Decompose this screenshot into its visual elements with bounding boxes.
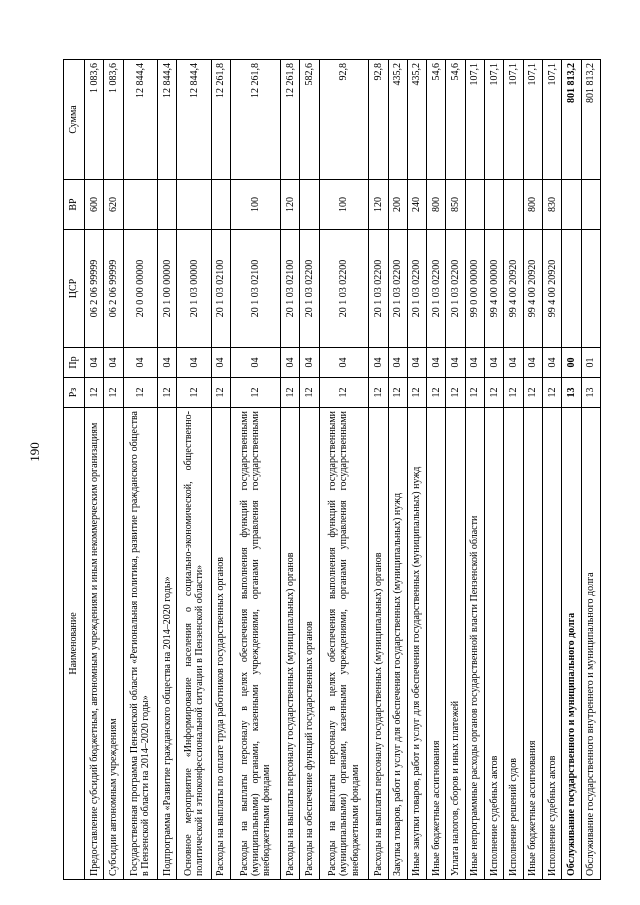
cell-rz: 12 xyxy=(485,378,504,408)
cell-vr xyxy=(465,180,484,230)
cell-vr xyxy=(504,180,523,230)
table-row xyxy=(85,60,104,880)
cell-csr: 20 1 03 02200 xyxy=(300,230,319,348)
cell-vr xyxy=(211,180,230,230)
cell-rz: 12 xyxy=(427,378,446,408)
cell-vr: 100 xyxy=(231,180,281,230)
header-csr: ЦСР xyxy=(64,230,85,348)
cell-vr: 200 xyxy=(388,180,407,230)
cell-vr: 120 xyxy=(280,180,299,230)
cell-sum: 801 813,2 xyxy=(562,60,581,180)
cell-sum: 12 844,4 xyxy=(123,60,158,180)
cell-csr: 20 1 03 00000 xyxy=(177,230,212,348)
cell-rz: 12 xyxy=(407,378,426,408)
table-header-row xyxy=(64,60,85,880)
cell-sum: 107,1 xyxy=(504,60,523,180)
table-row xyxy=(280,60,299,880)
cell-sum: 435,2 xyxy=(388,60,407,180)
cell-sum: 92,8 xyxy=(369,60,388,180)
table-row xyxy=(427,60,446,880)
cell-pr: 04 xyxy=(523,348,542,378)
table-row xyxy=(319,60,369,880)
cell-name: Исполнение судебных актов xyxy=(542,408,561,880)
cell-pr: 00 xyxy=(562,348,581,378)
cell-csr: 20 1 03 02200 xyxy=(427,230,446,348)
cell-name: Закупка товаров, работ и услуг для обеспечения государственных (муниципальных) нужд xyxy=(388,408,407,880)
cell-sum: 12 261,8 xyxy=(211,60,230,180)
cell-vr xyxy=(562,180,581,230)
cell-vr: 100 xyxy=(319,180,369,230)
cell-pr: 04 xyxy=(158,348,177,378)
cell-name: Исполнение решений судов xyxy=(504,408,523,880)
cell-rz: 13 xyxy=(562,378,581,408)
cell-rz: 13 xyxy=(581,378,600,408)
cell-csr: 20 1 03 02100 xyxy=(231,230,281,348)
cell-name: Субсидии автономным учреждениям xyxy=(104,408,123,880)
cell-vr xyxy=(158,180,177,230)
cell-rz: 12 xyxy=(280,378,299,408)
cell-rz: 12 xyxy=(300,378,319,408)
cell-rz: 12 xyxy=(465,378,484,408)
table-row xyxy=(542,60,561,880)
cell-csr: 20 1 03 02200 xyxy=(319,230,369,348)
cell-name: Расходы на выплаты персоналу в целях обеспечения выполнения функций государственными (муниципальными) органами, казенными учреждениями, органами управления государственными внебюджетными фондами xyxy=(319,408,369,880)
cell-vr xyxy=(581,180,600,230)
cell-rz: 12 xyxy=(542,378,561,408)
table-row xyxy=(581,60,600,880)
cell-pr: 04 xyxy=(123,348,158,378)
cell-csr: 20 1 03 02200 xyxy=(388,230,407,348)
cell-csr: 99 4 00 20920 xyxy=(523,230,542,348)
cell-vr: 800 xyxy=(523,180,542,230)
cell-pr: 04 xyxy=(319,348,369,378)
cell-sum: 54,6 xyxy=(427,60,446,180)
table-row xyxy=(123,60,158,880)
cell-pr: 04 xyxy=(465,348,484,378)
table-row xyxy=(523,60,542,880)
cell-name: Расходы на обеспечение функций государственных органов xyxy=(300,408,319,880)
cell-sum: 92,8 xyxy=(319,60,369,180)
table-row xyxy=(177,60,212,880)
cell-name: Обслуживание государственного внутреннего и муниципального долга xyxy=(581,408,600,880)
table-row xyxy=(465,60,484,880)
cell-pr: 04 xyxy=(280,348,299,378)
cell-name: Расходы на выплаты по оплате труда работников государственных органов xyxy=(211,408,230,880)
cell-name: Иные бюджетные ассигнования xyxy=(523,408,542,880)
cell-csr: 99 4 00 00000 xyxy=(485,230,504,348)
cell-csr: 20 1 03 02200 xyxy=(407,230,426,348)
cell-name: Уплата налогов, сборов и иных платежей xyxy=(446,408,465,880)
cell-pr: 04 xyxy=(388,348,407,378)
cell-sum: 1 083,6 xyxy=(85,60,104,180)
table-row xyxy=(231,60,281,880)
cell-sum: 107,1 xyxy=(485,60,504,180)
cell-vr: 800 xyxy=(427,180,446,230)
table-body xyxy=(85,60,601,880)
cell-sum: 801 813,2 xyxy=(581,60,600,180)
cell-name: Подпрограмма «Развитие гражданского общества на 2014–2020 годы» xyxy=(158,408,177,880)
table-row xyxy=(388,60,407,880)
cell-name: Основное мероприятие «Информирование населения о социально-экономической, общественно-политической и этноконфессиональной ситуации в Пензенской области» xyxy=(177,408,212,880)
table-row xyxy=(407,60,426,880)
table-row xyxy=(446,60,465,880)
rotated-page-content xyxy=(63,60,601,880)
cell-pr: 04 xyxy=(485,348,504,378)
cell-sum: 1 083,6 xyxy=(104,60,123,180)
cell-name: Расходы на выплаты персоналу государственных (муниципальных) органов xyxy=(369,408,388,880)
cell-csr: 20 1 03 02100 xyxy=(280,230,299,348)
table-row xyxy=(504,60,523,880)
cell-pr: 04 xyxy=(542,348,561,378)
cell-csr: 20 1 03 02100 xyxy=(211,230,230,348)
cell-sum: 435,2 xyxy=(407,60,426,180)
header-rz: Рз xyxy=(64,378,85,408)
cell-pr: 04 xyxy=(104,348,123,378)
cell-csr: 20 1 03 02200 xyxy=(369,230,388,348)
cell-pr: 04 xyxy=(177,348,212,378)
table-row xyxy=(300,60,319,880)
cell-name: Исполнение судебных актов xyxy=(485,408,504,880)
cell-csr: 20 0 00 00000 xyxy=(123,230,158,348)
table-row xyxy=(369,60,388,880)
cell-rz: 12 xyxy=(85,378,104,408)
cell-csr: 99 0 00 00000 xyxy=(465,230,484,348)
cell-csr: 99 4 00 20920 xyxy=(542,230,561,348)
cell-pr: 04 xyxy=(427,348,446,378)
cell-pr: 04 xyxy=(211,348,230,378)
table-row xyxy=(104,60,123,880)
table-row xyxy=(562,60,581,880)
table-row xyxy=(158,60,177,880)
cell-csr: 20 1 00 00000 xyxy=(158,230,177,348)
cell-pr: 01 xyxy=(581,348,600,378)
page-number: 190 xyxy=(27,442,42,462)
cell-rz: 12 xyxy=(319,378,369,408)
cell-rz: 12 xyxy=(158,378,177,408)
cell-sum: 107,1 xyxy=(465,60,484,180)
cell-vr: 600 xyxy=(85,180,104,230)
cell-sum: 12 261,8 xyxy=(280,60,299,180)
budget-table xyxy=(63,59,601,880)
cell-rz: 12 xyxy=(523,378,542,408)
cell-name: Государственная программа Пензенской области «Региональная политика, развитие гражданского общества в Пензенской области на 2014–2020 годы» xyxy=(123,408,158,880)
cell-sum: 54,6 xyxy=(446,60,465,180)
cell-sum: 12 844,4 xyxy=(158,60,177,180)
cell-sum: 12 844,4 xyxy=(177,60,212,180)
cell-sum: 107,1 xyxy=(523,60,542,180)
cell-csr: 06 2 06 99999 xyxy=(85,230,104,348)
cell-vr: 830 xyxy=(542,180,561,230)
cell-rz: 12 xyxy=(504,378,523,408)
cell-sum: 12 261,8 xyxy=(231,60,281,180)
cell-pr: 04 xyxy=(85,348,104,378)
cell-rz: 12 xyxy=(211,378,230,408)
cell-rz: 12 xyxy=(123,378,158,408)
cell-vr xyxy=(485,180,504,230)
cell-name: Иные бюджетные ассигнования xyxy=(427,408,446,880)
cell-rz: 12 xyxy=(177,378,212,408)
header-vr: ВР xyxy=(64,180,85,230)
cell-pr: 04 xyxy=(369,348,388,378)
cell-name: Расходы на выплаты персоналу государственных (муниципальных) органов xyxy=(280,408,299,880)
cell-csr xyxy=(562,230,581,348)
header-name: Наименование xyxy=(64,408,85,880)
cell-name: Предоставление субсидий бюджетным, автономным учреждениям и иным некоммерческим организациям xyxy=(85,408,104,880)
cell-vr: 120 xyxy=(369,180,388,230)
cell-csr: 06 2 06 99999 xyxy=(104,230,123,348)
cell-vr: 240 xyxy=(407,180,426,230)
cell-pr: 04 xyxy=(446,348,465,378)
cell-name: Иные непрограммные расходы органов государственной власти Пензенской области xyxy=(465,408,484,880)
cell-vr: 620 xyxy=(104,180,123,230)
cell-pr: 04 xyxy=(231,348,281,378)
cell-vr: 850 xyxy=(446,180,465,230)
cell-name: Обслуживание государственного и муниципального долга xyxy=(562,408,581,880)
cell-vr xyxy=(123,180,158,230)
cell-pr: 04 xyxy=(504,348,523,378)
cell-rz: 12 xyxy=(388,378,407,408)
cell-pr: 04 xyxy=(407,348,426,378)
cell-rz: 12 xyxy=(446,378,465,408)
cell-rz: 12 xyxy=(104,378,123,408)
table-row xyxy=(485,60,504,880)
cell-vr xyxy=(177,180,212,230)
cell-vr xyxy=(300,180,319,230)
cell-sum: 582,6 xyxy=(300,60,319,180)
table-row xyxy=(211,60,230,880)
cell-sum: 107,1 xyxy=(542,60,561,180)
cell-csr: 20 1 03 02200 xyxy=(446,230,465,348)
cell-rz: 12 xyxy=(369,378,388,408)
cell-name: Расходы на выплаты персоналу в целях обеспечения выполнения функций государственными (муниципальными) органами, казенными учреждениями, органами управления государственными внебюджетными фондами xyxy=(231,408,281,880)
cell-name: Иные закупки товаров, работ и услуг для обеспечения государственных (муниципальных) нужд xyxy=(407,408,426,880)
cell-csr: 99 4 00 20920 xyxy=(504,230,523,348)
cell-pr: 04 xyxy=(300,348,319,378)
cell-csr xyxy=(581,230,600,348)
cell-rz: 12 xyxy=(231,378,281,408)
header-sum: Сумма xyxy=(64,60,85,180)
header-pr: Пр xyxy=(64,348,85,378)
